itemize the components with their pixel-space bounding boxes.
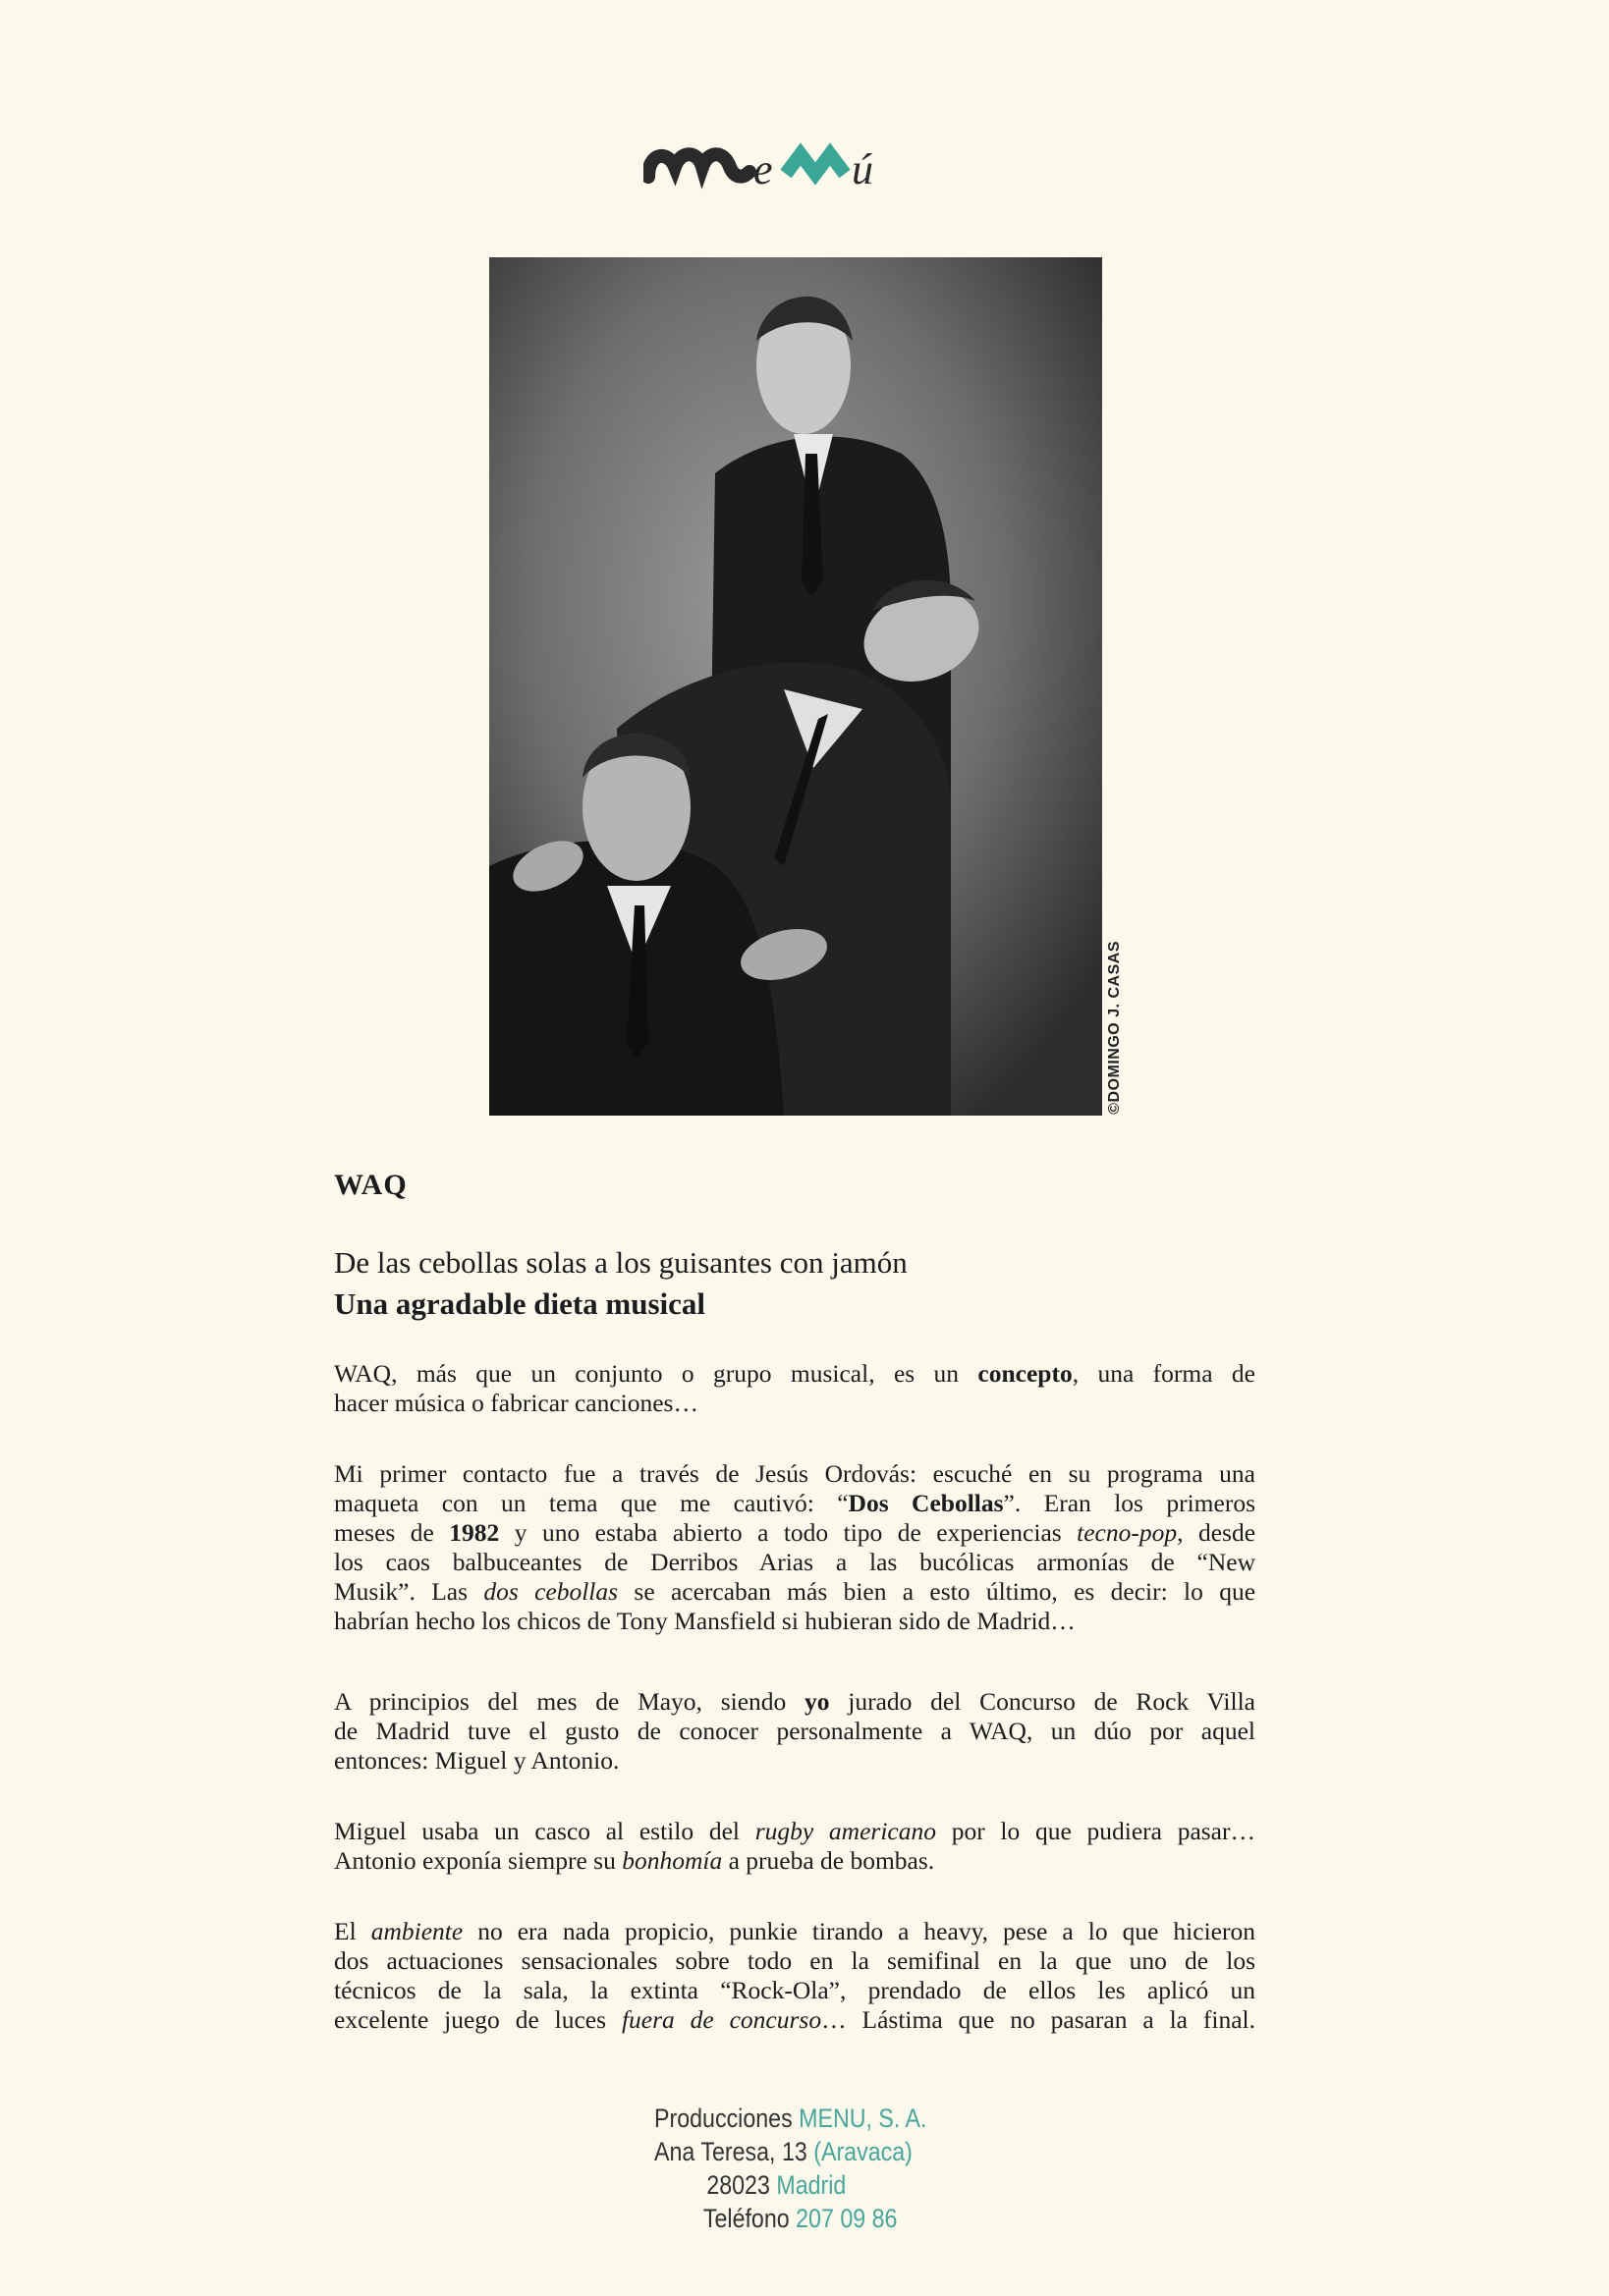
text-line: WAQ, más que un conjunto o grupo musical, es un concepto, una forma de <box>334 1359 1255 1388</box>
text-line: Antonio exponía siempre su bonhomía a prueba de bombas. <box>334 1846 935 1875</box>
phone-line: Teléfono 207 09 86 <box>702 2204 898 2233</box>
paragraph-1 <box>334 1359 1255 1418</box>
text-line: los caos balbuceantes de Derribos Arias a las bucólicas armonías de “New <box>334 1548 1255 1576</box>
band-name: WAQ <box>334 1169 408 1201</box>
city-line: 28023 Madrid <box>706 2170 847 2200</box>
text-line: hacer música o fabricar canciones… <box>334 1389 698 1417</box>
text-line: meses de 1982 y uno estaba abierto a todo tipo de experiencias tecno-pop, desde <box>334 1518 1256 1547</box>
text-line: entonces: Miguel y Antonio. <box>334 1746 620 1775</box>
svg-text:e: e <box>753 145 773 193</box>
menu-logo <box>643 133 938 201</box>
subtitle: De las cebollas solas a los guisantes con jamón <box>334 1245 908 1280</box>
text-line: maqueta con un tema que me cautivó: “Dos Cebollas”. Eran los primeros <box>334 1489 1255 1517</box>
text-line: dos actuaciones sensacionales sobre todo en la semifinal en la que uno de los <box>334 1946 1255 1975</box>
paragraph-4 <box>334 1817 1255 1876</box>
text-line: habrían hecho los chicos de Tony Mansfield si hubieran sido de Madrid… <box>334 1607 1076 1635</box>
text-line: técnicos de la sala, la extinta “Rock-Ola”, prendado de ellos les aplicó un <box>334 1976 1255 2004</box>
text-line: Mi primer contacto fue a través de Jesús Ordovás: escuché en su programa una <box>334 1459 1255 1488</box>
text-line: Miguel usaba un casco al estilo del rugby americano por lo que pudiera pasar… <box>334 1817 1255 1845</box>
address-line: Ana Teresa, 13 (Aravaca) <box>654 2137 913 2166</box>
paragraph-3 <box>334 1687 1255 1776</box>
paragraph-2 <box>334 1459 1255 1636</box>
text-line: El ambiente no era nada propicio, punkie tirando a heavy, pese a lo que hicieron <box>334 1917 1255 1945</box>
photo-credit: ©DOMINGO J. CASAS <box>1106 941 1123 1115</box>
contact-footer <box>654 2102 926 2235</box>
company-line: Producciones MENU, S. A. <box>654 2104 927 2133</box>
svg-text:ú: ú <box>852 145 873 193</box>
text-line: A principios del mes de Mayo, siendo yo jurado del Concurso de Rock Villa <box>334 1687 1255 1716</box>
text-line: Musik”. Las dos cebollas se acercaban más bien a esto último, es decir: lo que <box>334 1577 1256 1606</box>
text-line: excelente juego de luces fuera de concurso… Lástima que no pasaran a la final. <box>334 2005 1255 2034</box>
paragraph-5 <box>334 1917 1255 2035</box>
text-line: de Madrid tuve el gusto de conocer personalmente a WAQ, un dúo por aquel <box>334 1717 1255 1745</box>
band-photo <box>489 257 1102 1116</box>
tagline: Una agradable dieta musical <box>334 1286 706 1321</box>
